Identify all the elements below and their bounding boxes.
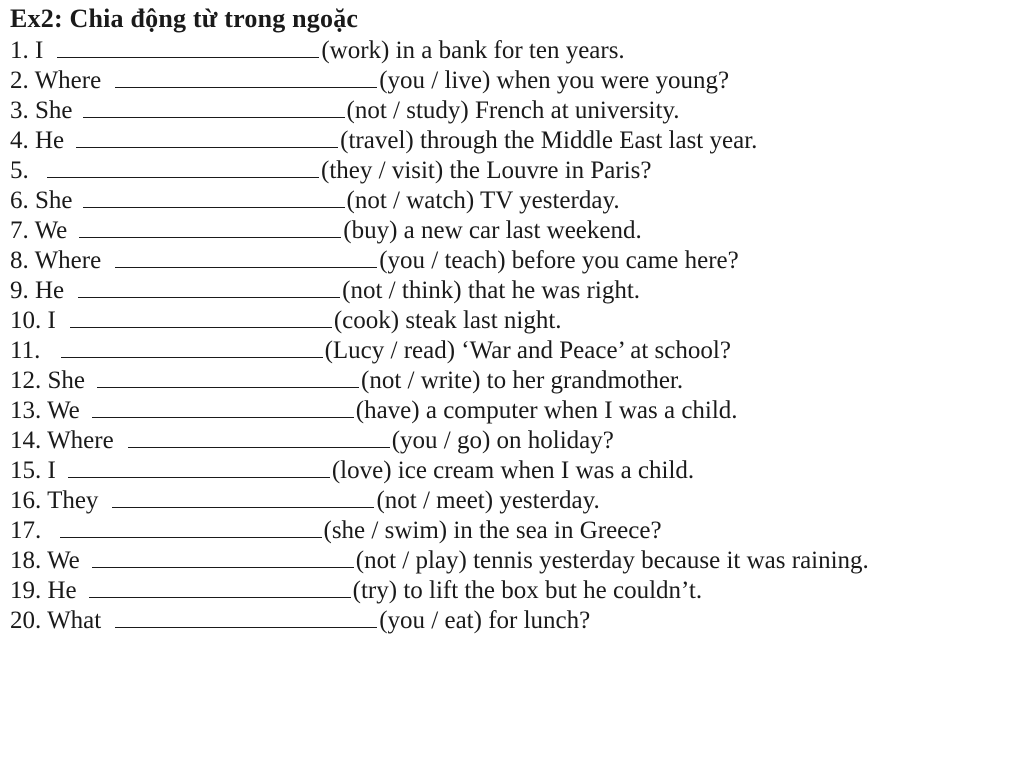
item-prompt: (she / swim) in the sea in Greece? (323, 517, 662, 544)
item-subject: I (47, 307, 56, 334)
item-prompt: (travel) through the Middle East last year. (340, 127, 758, 154)
exercise-item (10, 456, 1014, 486)
answer-blank[interactable] (128, 427, 390, 448)
item-prompt: (you / eat) for lunch? (379, 607, 591, 634)
item-number: 4. (10, 127, 29, 154)
item-number: 3. (10, 97, 29, 124)
item-subject: He (35, 127, 65, 154)
exercise-title: Ex2: Chia động từ trong ngoặc (10, 4, 359, 33)
item-prompt: (love) ice cream when I was a child. (331, 457, 695, 484)
item-subject: I (35, 37, 44, 64)
answer-blank[interactable] (70, 307, 332, 328)
answer-blank[interactable] (79, 217, 341, 238)
exercise-item (10, 546, 1014, 576)
answer-blank[interactable] (115, 607, 377, 628)
item-number: 2. (10, 67, 29, 94)
item-number: 6. (10, 187, 29, 214)
item-prompt: (try) to lift the box but he couldn’t. (352, 577, 703, 604)
item-prompt: (you / live) when you were young? (379, 67, 730, 94)
item-subject: I (47, 457, 56, 484)
item-number: 17. (10, 517, 42, 544)
item-subject: Where (47, 427, 114, 454)
worksheet (10, 2, 1014, 636)
exercise-item (10, 606, 1014, 636)
item-prompt: (not / watch) TV yesterday. (346, 187, 620, 214)
answer-blank[interactable] (115, 247, 377, 268)
item-prompt: (you / go) on holiday? (391, 427, 614, 454)
exercise-item (10, 246, 1014, 276)
answer-blank[interactable] (115, 67, 377, 88)
item-number: 1. (10, 37, 29, 64)
exercise-item (10, 486, 1014, 516)
exercise-item (10, 66, 1014, 96)
exercise-item (10, 306, 1014, 336)
item-number: 13. (10, 397, 42, 424)
exercise-item (10, 156, 1014, 186)
answer-blank[interactable] (61, 337, 323, 358)
item-number: 18. (10, 547, 42, 574)
item-subject: He (35, 277, 65, 304)
exercise-item (10, 576, 1014, 606)
item-subject: Where (34, 67, 102, 94)
answer-blank[interactable] (60, 517, 322, 538)
exercise-item (10, 396, 1014, 426)
answer-blank[interactable] (97, 367, 359, 388)
item-subject: What (47, 607, 102, 634)
item-prompt: (not / meet) yesterday. (376, 487, 600, 514)
item-prompt: (cook) steak last night. (333, 307, 562, 334)
item-subject: She (35, 187, 73, 214)
item-subject: We (34, 217, 68, 244)
item-number: 10. (10, 307, 42, 334)
item-prompt: (buy) a new car last weekend. (343, 217, 642, 244)
item-number: 5. (10, 157, 29, 184)
item-number: 11. (10, 337, 41, 364)
item-subject: She (35, 97, 73, 124)
item-subject: They (47, 487, 99, 514)
exercise-item (10, 36, 1014, 66)
answer-blank[interactable] (89, 577, 351, 598)
answer-blank[interactable] (83, 187, 345, 208)
answer-blank[interactable] (57, 37, 319, 58)
answer-blank[interactable] (76, 127, 338, 148)
item-number: 8. (10, 247, 29, 274)
exercise-item (10, 186, 1014, 216)
item-number: 7. (10, 217, 29, 244)
item-number: 16. (10, 487, 42, 514)
exercise-item (10, 366, 1014, 396)
item-number: 12. (10, 367, 42, 394)
item-number: 20. (10, 607, 42, 634)
answer-blank[interactable] (78, 277, 340, 298)
item-number: 9. (10, 277, 29, 304)
item-subject: He (47, 577, 77, 604)
answer-blank[interactable] (83, 97, 345, 118)
item-prompt: (they / visit) the Louvre in Paris? (321, 157, 652, 184)
exercise-item (10, 516, 1014, 546)
answer-blank[interactable] (47, 157, 319, 178)
exercise-item (10, 336, 1014, 366)
item-number: 19. (10, 577, 42, 604)
item-subject: We (47, 547, 80, 574)
answer-blank[interactable] (92, 397, 354, 418)
exercise-item (10, 96, 1014, 126)
exercise-item (10, 216, 1014, 246)
answer-blank[interactable] (68, 457, 330, 478)
exercise-item (10, 276, 1014, 306)
item-prompt: (work) in a bank for ten years. (321, 37, 625, 64)
item-prompt: (not / think) that he was right. (342, 277, 641, 304)
item-prompt: (have) a computer when I was a child. (355, 397, 738, 424)
item-subject: We (47, 397, 80, 424)
item-subject: Where (34, 247, 102, 274)
exercise-item (10, 126, 1014, 156)
item-prompt: (you / teach) before you came here? (379, 247, 739, 274)
item-prompt: (not / study) French at university. (346, 97, 680, 124)
item-subject: She (47, 367, 85, 394)
item-number: 14. (10, 427, 42, 454)
exercise-list (10, 36, 1014, 636)
item-prompt: (Lucy / read) ‘War and Peace’ at school? (324, 337, 731, 364)
item-number: 15. (10, 457, 42, 484)
item-prompt: (not / play) tennis yesterday because it was raining. (355, 547, 869, 574)
item-prompt: (not / write) to her grandmother. (361, 367, 684, 394)
answer-blank[interactable] (112, 487, 374, 508)
answer-blank[interactable] (92, 547, 354, 568)
exercise-item (10, 426, 1014, 456)
